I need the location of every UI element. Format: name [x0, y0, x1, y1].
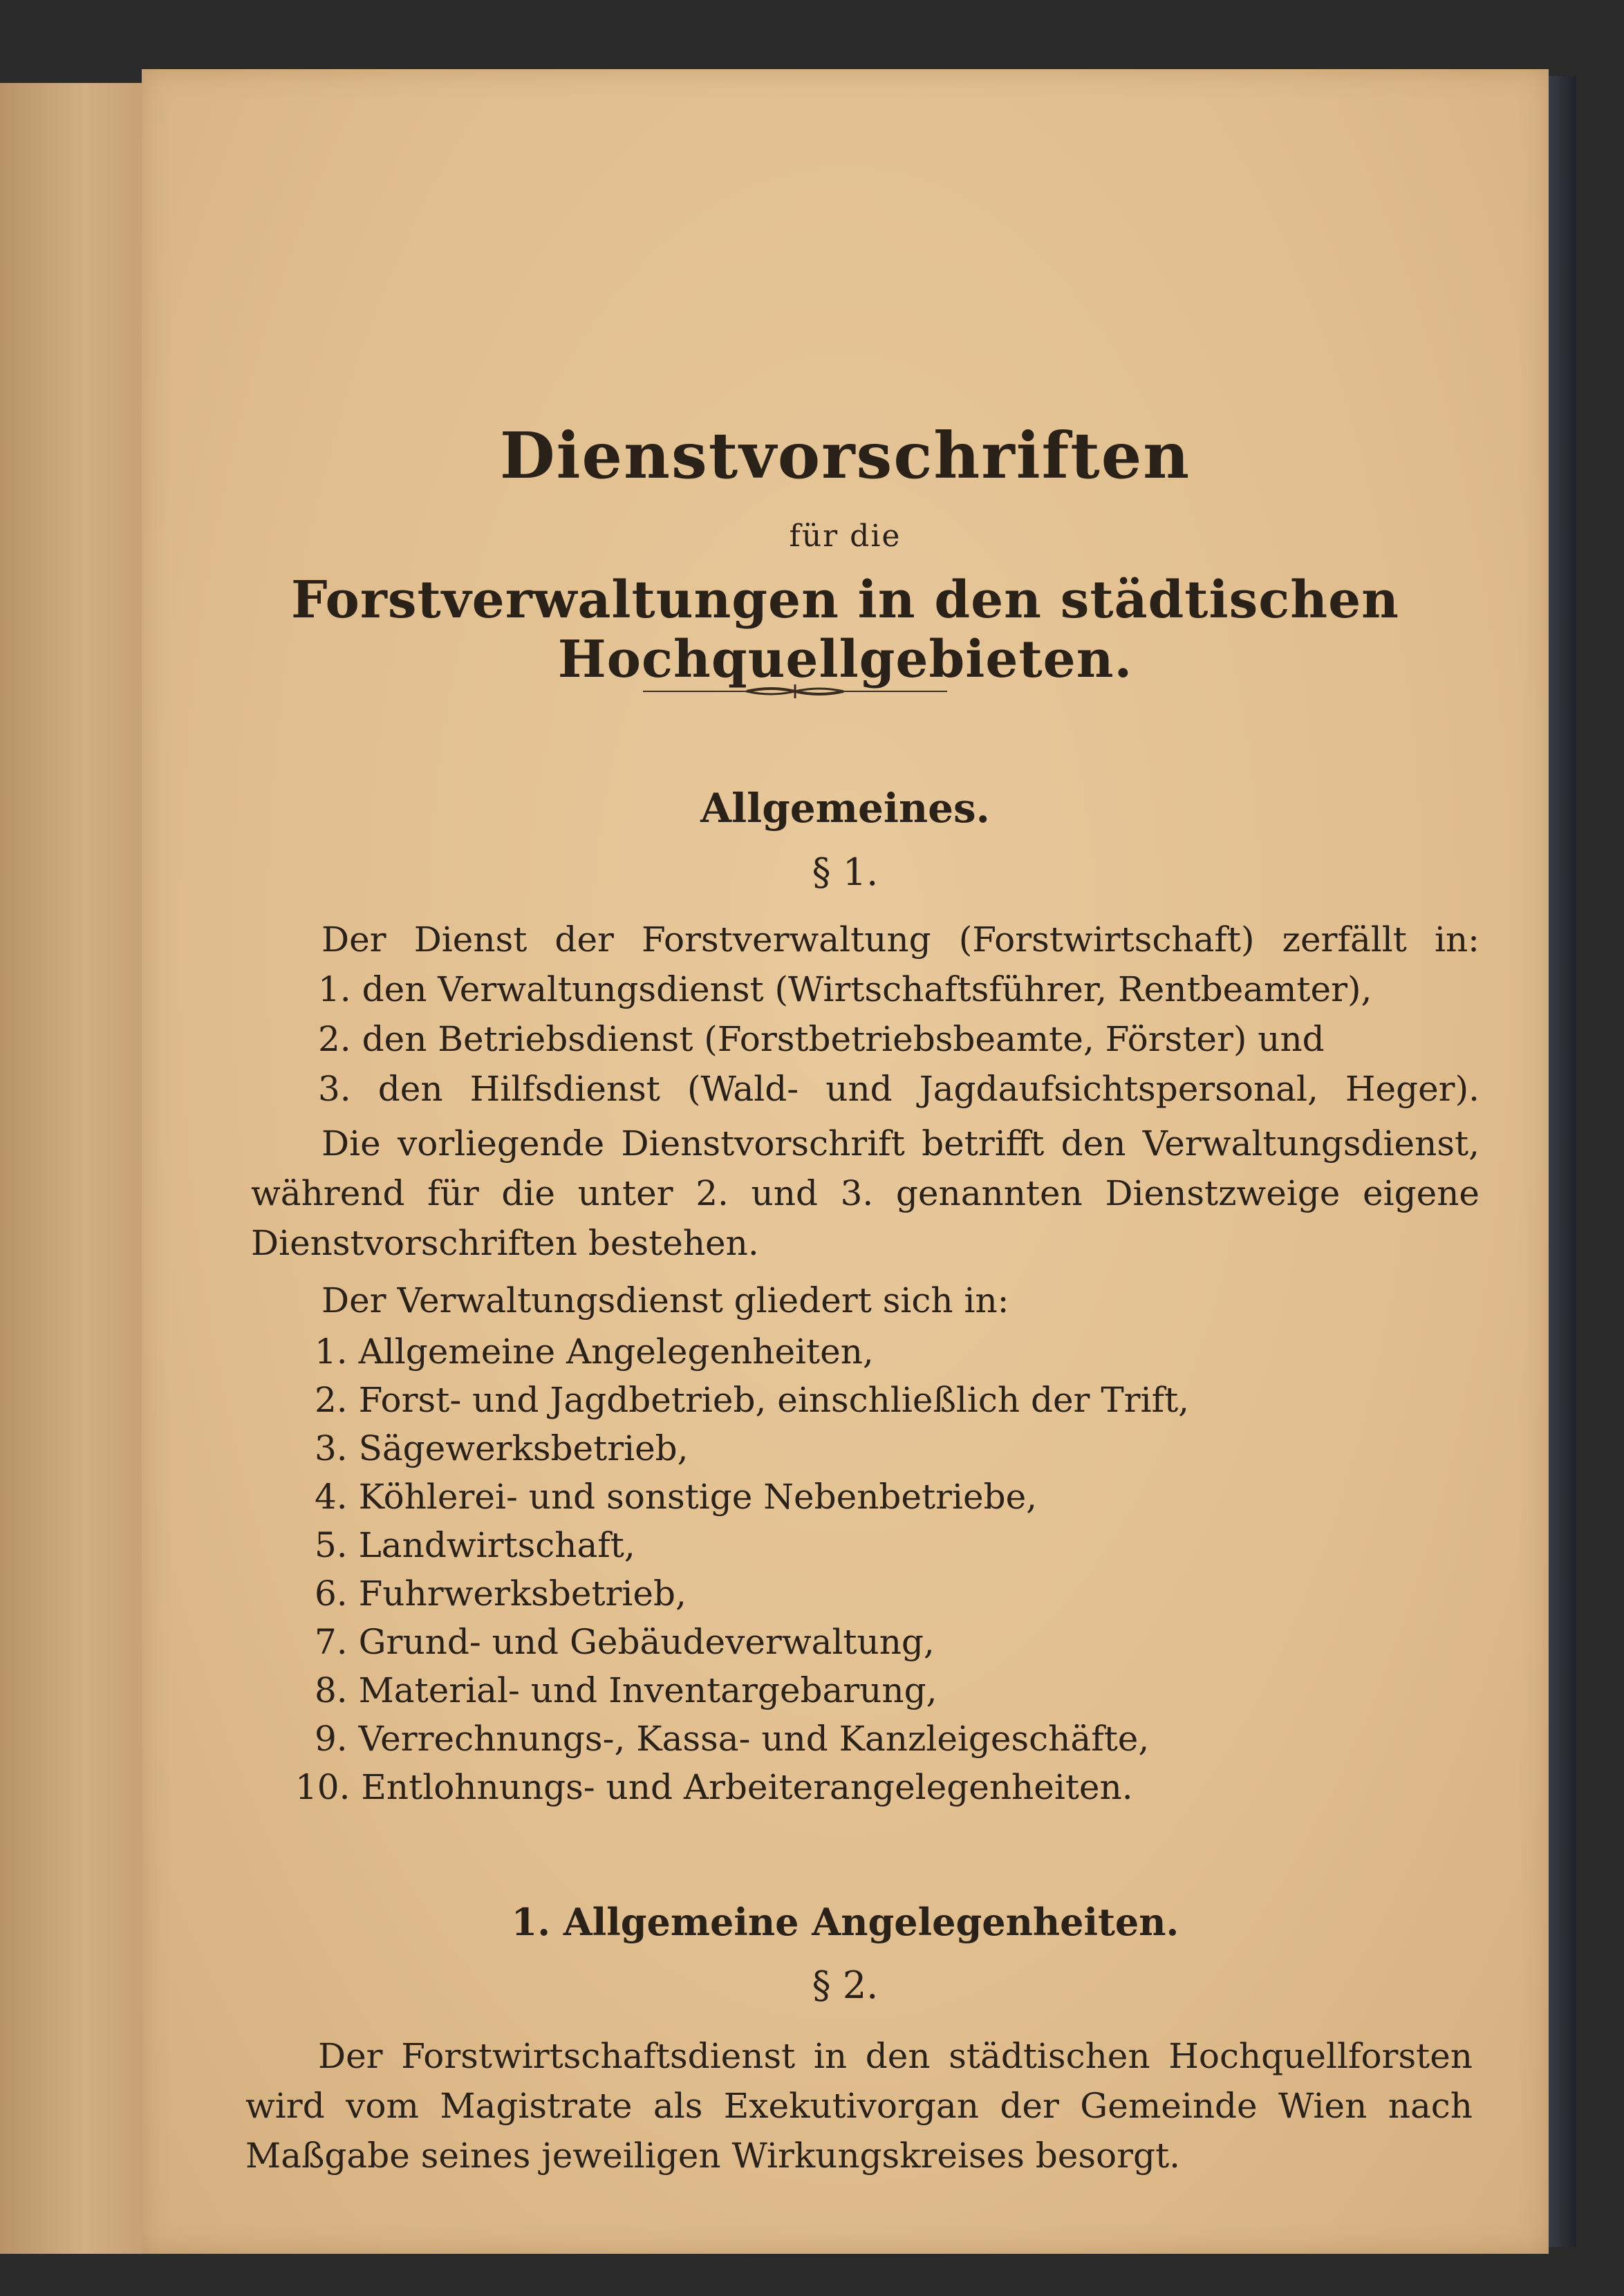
list-item: 1. Allgemeine Angelegenheiten, — [315, 1332, 874, 1372]
book-binding-edge — [1549, 76, 1576, 2247]
section-heading-angelegenheiten: 1. Allgemeine Angelegenheiten. — [511, 1900, 1179, 1944]
para-line-3: Dienstvorschriften bestehen. — [251, 1223, 759, 1263]
paragraph-mark-2: § 2. — [812, 1963, 879, 2007]
gliedert-line: Der Verwaltungsdienst gliedert sich in: — [321, 1280, 1009, 1320]
dienst-item-3: 3. den Hilfsdienst (Wald- und Jagdaufsichtspersonal, Heger). — [318, 1069, 1480, 1109]
intro-line: Der Dienst der Forstverwaltung (Forstwirtschaft) zerfällt in: — [321, 920, 1480, 960]
section2-line-1: Der Forstwirtschaftsdienst in den städtischen Hochquellforsten — [318, 2036, 1473, 2076]
list-item: 7. Grund- und Gebäudeverwaltung, — [315, 1622, 935, 1662]
document-title: Dienstvorschriften — [499, 418, 1191, 493]
document-subtitle: Forstverwaltungen in den städtischen Hochquellgebieten. — [291, 570, 1399, 689]
section2-line-3: Maßgabe seines jeweiligen Wirkungskreises besorgt. — [245, 2136, 1181, 2176]
section-heading-allgemeines: Allgemeines. — [700, 785, 990, 832]
para-line-1: Die vorliegende Dienstvorschrift betrifft den Verwaltungsdienst, — [321, 1123, 1480, 1164]
section2-line-2: wird vom Magistrate als Exekutivorgan der Gemeinde Wien nach — [245, 2086, 1473, 2126]
left-page-edge — [0, 83, 144, 2254]
list-item: 6. Fuhrwerksbetrieb, — [315, 1574, 687, 1614]
list-item: 2. Forst- und Jagdbetrieb, einschließlich der Trift, — [315, 1380, 1190, 1420]
subtitle-small: für die — [789, 519, 902, 554]
document-page — [142, 69, 1549, 2254]
paragraph-mark-1: § 1. — [812, 850, 879, 894]
list-item: 9. Verrechnungs-, Kassa- und Kanzleigeschäfte, — [315, 1719, 1150, 1759]
list-item: 10. Entlohnungs- und Arbeiterangelegenheiten. — [295, 1767, 1133, 1807]
list-item: 4. Köhlerei- und sonstige Nebenbetriebe, — [315, 1477, 1038, 1517]
list-item: 5. Landwirtschaft, — [315, 1525, 635, 1565]
ornament-divider — [643, 684, 947, 698]
dienst-item-1: 1. den Verwaltungsdienst (Wirtschaftsführer, Rentbeamter), — [318, 969, 1372, 1009]
list-item: 3. Sägewerksbetrieb, — [315, 1428, 689, 1468]
para-line-2: während für die unter 2. und 3. genannten Dienstzweige eigene — [251, 1173, 1480, 1213]
list-item: 8. Material- und Inventargebarung, — [315, 1670, 937, 1710]
dienst-item-2: 2. den Betriebsdienst (Forstbetriebsbeamte, Förster) und — [318, 1019, 1325, 1059]
